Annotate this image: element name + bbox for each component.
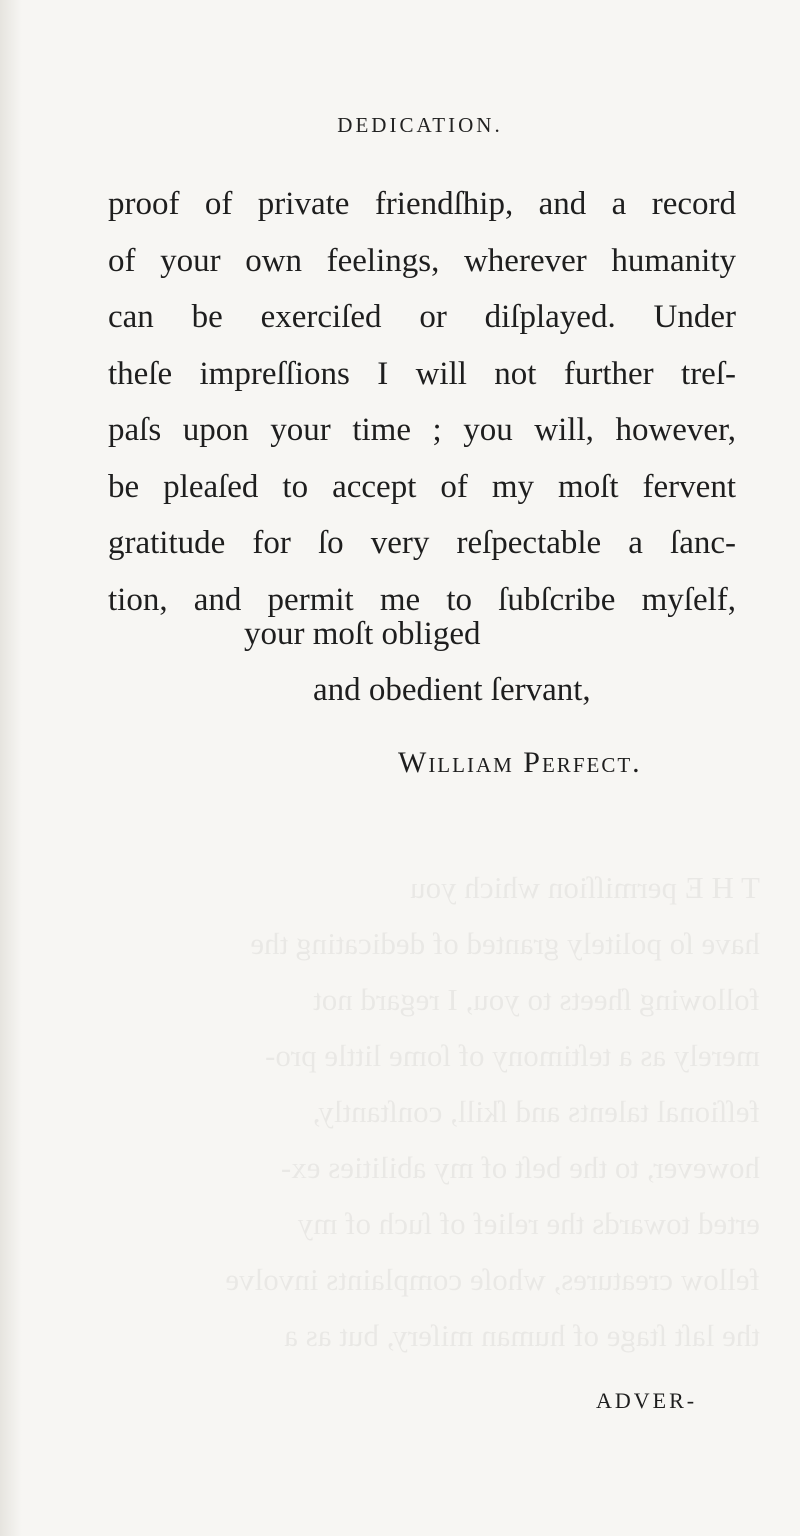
body-line: of your own feelings, wherever humanity — [108, 242, 736, 279]
catchword: ADVER- — [596, 1388, 698, 1413]
show-through-bleed: T H E permiſſion which you have ſo politely granted of dedicating the following ſheets to you, I regard not merely as a teſtimony of ſome little pro- feſſional talents and ſkill, conſtantly, however, to the beſt of my abilities ex- erted towards the relief of ſuch of my fellow creatures, whoſe complaints involve the laſt ſtage of human miſery, but as a — [225, 870, 760, 1353]
body-line: paſs upon your time ; you will, however, — [108, 412, 736, 448]
running-head: DEDICATION. — [337, 113, 503, 137]
closing-line-1: your moſt obliged — [244, 616, 481, 652]
body-line: can be exerciſed or diſplayed. Under — [108, 299, 736, 335]
body-line: gratitude for ſo very reſpectable a ſanc- — [108, 525, 736, 561]
dedication-body — [108, 176, 736, 628]
body-line: tion, and permit me to ſubſcribe myſelf, — [108, 581, 736, 618]
body-line: theſe impreſſions I will not further treſ- — [108, 355, 736, 392]
page-gutter-shadow — [0, 0, 22, 1536]
body-line: proof of private friendſhip, and a record — [108, 186, 736, 222]
body-line: be pleaſed to accept of my moſt fervent — [108, 468, 736, 505]
signature: William Perfect. — [398, 746, 642, 779]
closing-line-2: and obedient ſervant, — [313, 672, 591, 708]
